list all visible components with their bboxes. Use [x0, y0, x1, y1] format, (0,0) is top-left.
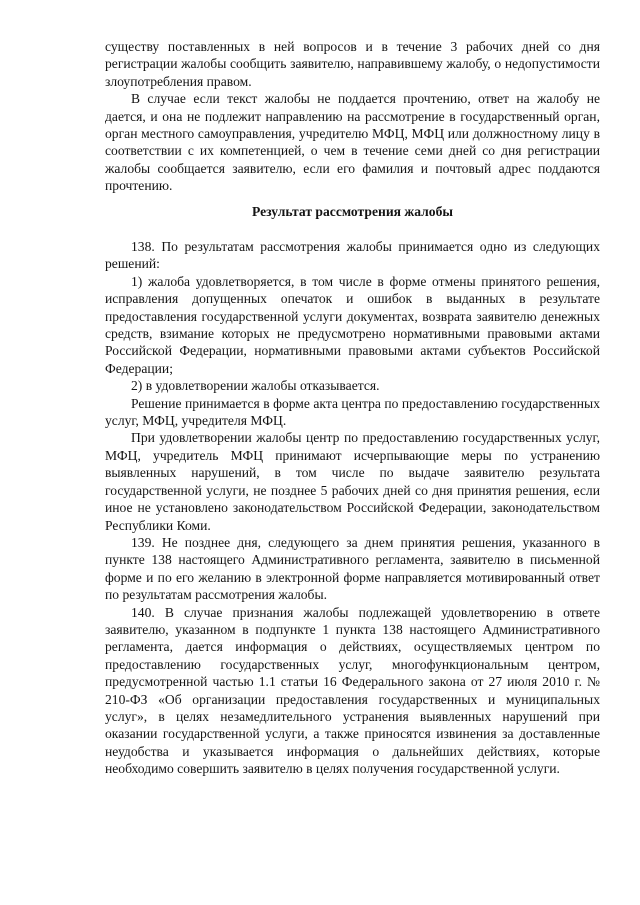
paragraph-unreadable-complaint: В случае если текст жалобы не поддается прочтению, ответ на жалобу не дается, и она не подлежит направлению на рассмотрение в государственный орган, орган местного самоуправления, учредителю МФЦ, МФЦ или должностному лицу в соответствии с их компетенцией, о чем в течение семи дней со дня регистрации жалобы сообщается заявителю, если его фамилия и почтовый адрес поддаются прочтению. — [105, 91, 600, 194]
paragraph-satisfaction-measures: При удовлетворении жалобы центр по предоставлению государственных услуг, МФЦ, учредитель МФЦ принимают исчерпывающие меры по устранению выявленных нарушений, в том числе по выдаче заявителю результата государственной услуги, не позднее 5 рабочих дней со дня принятия решения, если иное не установлено законодательством Российской Федерации, законодательством Республики Коми. — [105, 430, 600, 533]
paragraph-continuation: существу поставленных в ней вопросов и в течение 3 рабочих дней со дня регистрации жалобы сообщить заявителю, направившему жалобу, о недопустимости злоупотребления правом. — [105, 39, 600, 89]
top-text-block — [105, 38, 600, 195]
paragraph-138-intro: 138. По результатам рассмотрения жалобы принимается одно из следующих решений: — [105, 239, 600, 272]
paragraph-140: 140. В случае признания жалобы подлежащей удовлетворению в ответе заявителю, указанном в подпункте 1 пункта 138 настоящего Административного регламента, дается информация о действиях, осуществляемых центром по предоставлению государственных услуг, многофункциональным центром, предусмотренной частью 1.1 статьи 16 Федерального закона от 27 июля 2010 г. № 210-ФЗ «Об организации предоставления государственных и муниципальных услуг», в целях незамедлительного устранения выявленных нарушений при оказании государственной услуги, а также приносятся извинения за доставленные неудобства и указывается информация о дальнейших действиях, которые необходимо совершить заявителю в целях получения государственной услуги. — [105, 604, 600, 777]
body-text-block — [105, 238, 600, 778]
paragraph-139: 139. Не позднее дня, следующего за днем принятия решения, указанного в пункте 138 настоящего Административного регламента, заявителю в письменной форме и по его желанию в электронной форме направляется мотивированный ответ по результатам рассмотрения жалобы. — [105, 534, 600, 603]
section-heading: Результат рассмотрения жалобы — [251, 204, 454, 219]
paragraph-decision-form: Решение принимается в форме акта центра по предоставлению государственных услуг, МФЦ, учредителя МФЦ. — [105, 395, 600, 429]
paragraph-138-item-1: 1) жалоба удовлетворяется, в том числе в форме отмены принятого решения, исправления допущенных опечаток и ошибок в выданных в результате предоставления государственной услуги документах, возврата заявителю денежных средств, взимание которых не предусмотрено нормативными правовыми актами Российской Федерации, нормативными правовыми актами субъектов Российской Федерации; — [105, 273, 600, 376]
paragraph-138-item-2: 2) в удовлетворении жалобы отказывается. — [131, 378, 380, 394]
